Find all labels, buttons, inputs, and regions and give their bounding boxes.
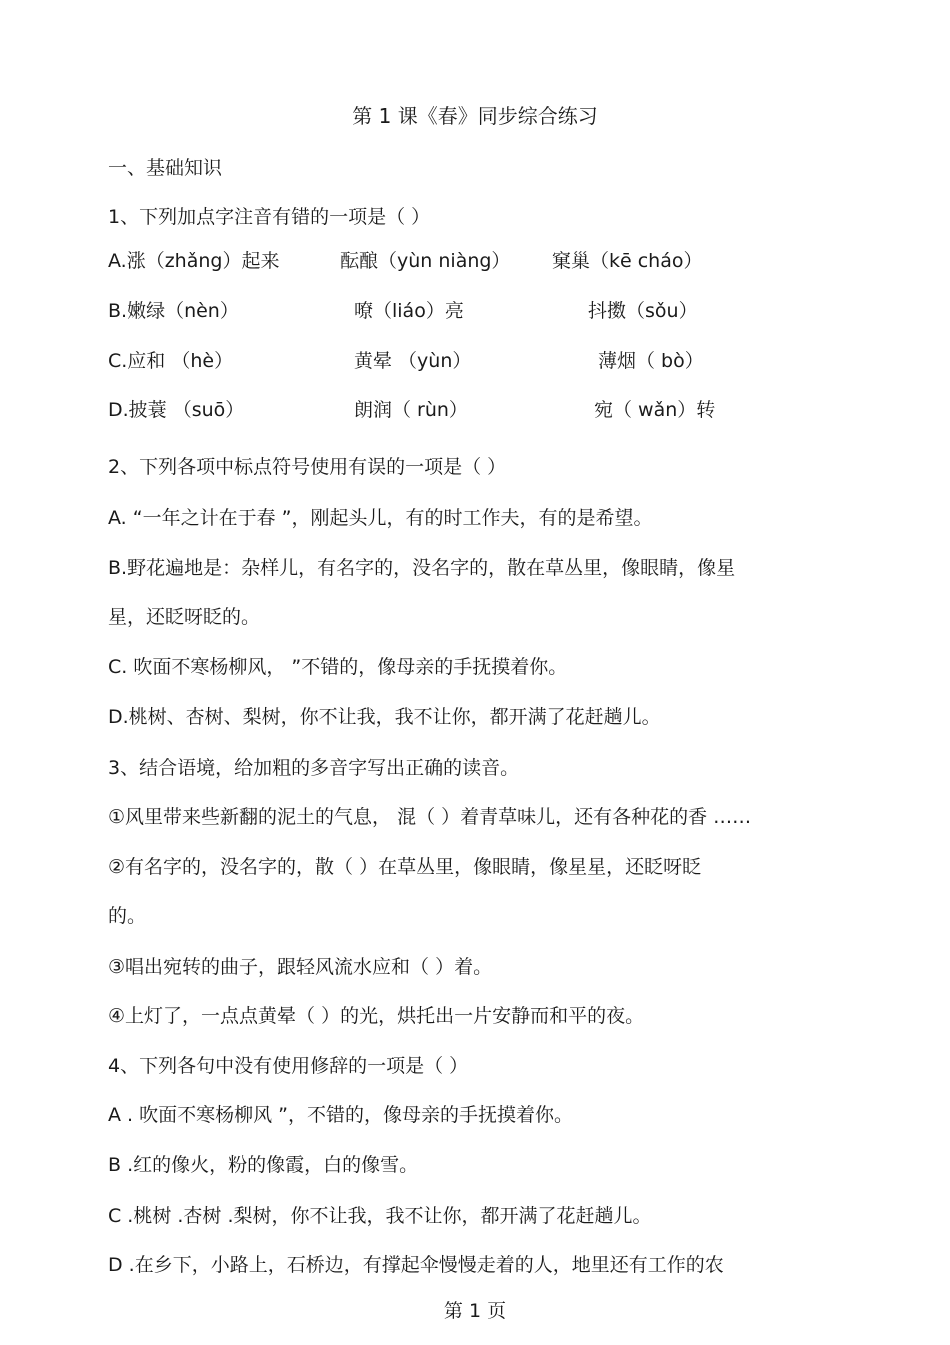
q1-option-a-3: 窠巢（kē cháo） <box>552 250 703 272</box>
q1-option-c-1: C.应和 （hè） <box>108 350 234 372</box>
q3-item-3: ③唱出宛转的曲子，跟轻风流水应和（ ）着。 <box>108 956 493 978</box>
q1-option-d-3: 宛（ wǎn）转 <box>594 399 716 421</box>
q1-option-a-1: A.涨（zhǎng）起来 <box>108 250 280 272</box>
q2-option-a: A. “一年之计在于春 ”，刚起头儿，有的时工作夫，有的是希望。 <box>108 507 653 529</box>
page-title: 第 1 课《春》同步综合练习 <box>352 104 598 128</box>
q1-option-d-1: D.披蓑 （suō） <box>108 399 245 421</box>
q4-option-d: D .在乡下，小路上，石桥边，有撑起伞慢慢走着的人，地里还有工作的农 <box>108 1254 724 1276</box>
q2-option-b-line1: B.野花遍地是：杂样儿，有名字的，没名字的，散在草丛里，像眼睛，像星 <box>108 557 736 579</box>
q4-option-a: A . 吹面不寒杨柳风 ”，不错的，像母亲的手抚摸着你。 <box>108 1104 574 1126</box>
q2-option-d: D.桃树、杏树、梨树，你不让我，我不让你，都开满了花赶趟儿。 <box>108 706 661 728</box>
q1-option-c-3: 薄烟（ bò） <box>598 350 704 372</box>
question-1-stem: 1、下列加点字注音有错的一项是（ ） <box>108 206 431 228</box>
q1-option-b-2: 嘹（liáo）亮 <box>354 300 464 322</box>
section-heading: 一、基础知识 <box>108 157 223 179</box>
q4-option-b: B .红的像火，粉的像霞，白的像雪。 <box>108 1154 419 1176</box>
question-2-stem: 2、下列各项中标点符号使用有误的一项是（ ） <box>108 456 507 478</box>
q2-option-c: C. 吹面不寒杨柳风， ”不错的，像母亲的手抚摸着你。 <box>108 656 568 678</box>
q3-item-4: ④上灯了，一点点黄晕（ ）的光，烘托出一片安静而和平的夜。 <box>108 1005 645 1027</box>
question-3-stem: 3、结合语境，给加粗的多音字写出正确的读音。 <box>108 757 520 779</box>
q1-option-d-2: 朗润（ rùn） <box>354 399 468 421</box>
q3-item-1: ①风里带来些新翻的泥土的气息， 混（ ）着青草味儿，还有各种花的香 …… <box>108 806 752 828</box>
question-4-stem: 4、下列各句中没有使用修辞的一项是（ ） <box>108 1055 469 1077</box>
q1-option-c-2: 黄晕 （yùn） <box>354 350 472 372</box>
q3-item-2-line1: ②有名字的，没名字的，散（ ）在草丛里，像眼睛，像星星，还眨呀眨 <box>108 856 702 878</box>
q1-option-b-3: 抖擞（sǒu） <box>588 300 698 322</box>
q3-item-2-line2: 的。 <box>108 905 147 927</box>
q4-option-c: C .桃树 .杏树 .梨树，你不让我，我不让你，都开满了花赶趟儿。 <box>108 1205 652 1227</box>
q1-option-a-2: 酝酿（yùn niàng） <box>340 250 511 272</box>
page-number: 第 1 页 <box>443 1300 507 1322</box>
q1-option-b-1: B.嫩绿（nèn） <box>108 300 239 322</box>
q2-option-b-line2: 星，还眨呀眨的。 <box>108 606 261 628</box>
